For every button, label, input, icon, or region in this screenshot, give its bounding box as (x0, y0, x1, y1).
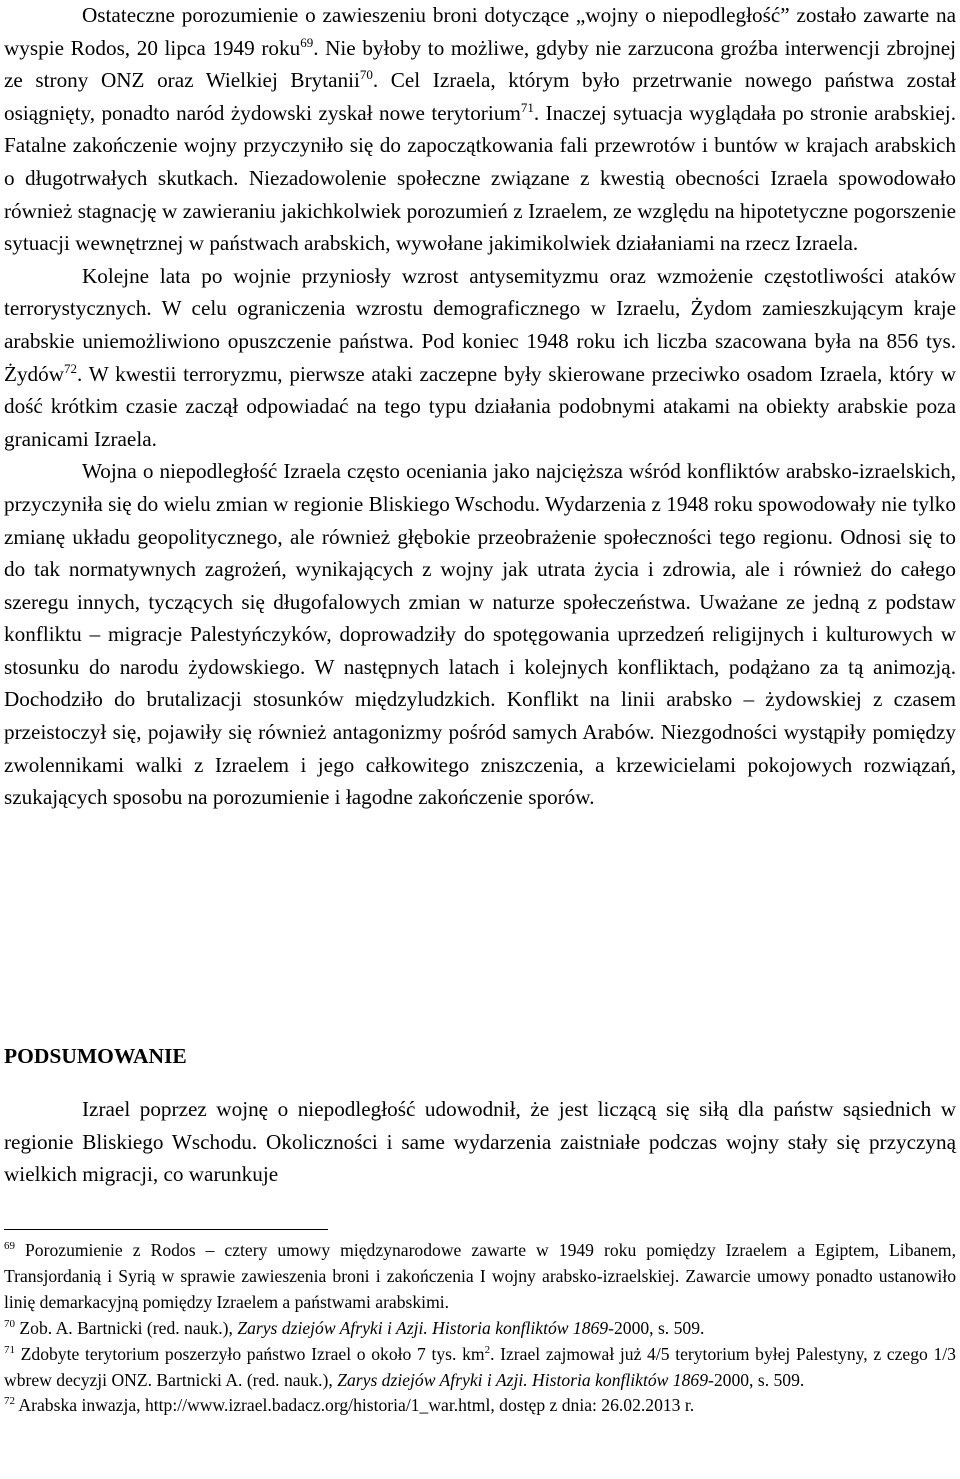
footnote-69 (4, 1238, 956, 1316)
section-heading-summary: PODSUMOWANIE (4, 1044, 187, 1068)
footnote-70 (4, 1316, 956, 1342)
footnote-ref-71[interactable]: 71 (520, 99, 534, 115)
footnote-book-title: Zarys dziejów Afryki i Azji. Historia konfliktów 1869- (237, 1317, 614, 1338)
footnote-72 (4, 1393, 956, 1419)
paragraph-text: . Inaczej sytuacja wyglądała po stronie arabskiej. Fatalne zakończenie wojny przyczyniło się do zapoczątkowania fali przewrotów i buntów w krajach arabskich o długotrwałych skutkach. Niezadowolenie społeczne związane z kwestią obecności Izraela spowodowało również stagnację w zawieraniu jakichkolwiek porozumień z Izraelem, ze względu na hipotetyczne pogorszenie sytuacji wewnętrznej w państwach arabskich, wywołane jakimikolwiek działaniami na rzecz Izraela. (4, 100, 956, 256)
footnote-number: 71 (4, 1343, 15, 1356)
paragraph-summary: Izrael poprzez wojnę o niepodległość udowodnił, że jest liczącą się siłą dla państw sąsiednich w regionie Bliskiego Wschodu. Okoliczności i same wydarzenia zaistniałe podczas wojny stały się przyczyną wielkich migracji, co warunkuje (4, 1097, 956, 1187)
footnotes (4, 1238, 956, 1419)
footnote-separator (4, 1229, 328, 1230)
footnote-ref-72[interactable]: 72 (64, 360, 78, 376)
paragraph-text: Kolejne lata po wojnie przyniosły wzrost antysemityzmu oraz wzmożenie częstotliwości ataków terrorystycznych. W celu ograniczenia wzrostu demograficznego w Izraelu, Żydom zamieszkującym kraje arabskie uniemożliwiono opuszczenie państwa. Pod koniec 1948 roku ich liczba szacowana była na 856 tys. Żydów (4, 263, 956, 386)
footnote-ref-69[interactable]: 69 (300, 34, 314, 50)
paragraph-text: . Nie byłoby to możliwe, gdyby nie zarzucona groźba interwencji zbrojnej ze strony ONZ oraz Wielkiej Brytanii (4, 35, 956, 93)
footnote-text: Zob. A. Bartnicki (red. nauk.), (15, 1317, 238, 1338)
footnote-number: 72 (4, 1395, 15, 1408)
footnote-text: Zdobyte terytorium poszerzyło państwo Izrael o około 7 tys. km (15, 1343, 485, 1364)
footnote-text: 2000, s. 509. (713, 1369, 805, 1390)
footnote-text: . Izrael zajmował już 4/5 terytorium byłej Palestyny, z czego 1/3 wbrew decyzji ONZ. Bartnicki A. (red. nauk.), (4, 1343, 956, 1390)
footnote-text: Porozumienie z Rodos – cztery umowy międzynarodowe zawarte w 1949 roku pomiędzy Izraelem a Egiptem, Libanem, Transjordanią i Syrią w sprawie zawieszenia broni i zakończenia I wojny arabsko-izraelskiej. Zawarcie umowy ponadto ustanowiło linię demarkacyjną pomiędzy Izraelem a państwami arabskimi. (4, 1240, 956, 1312)
footnote-number: 70 (4, 1317, 15, 1330)
footnote-book-title: Zarys dziejów Afryki i Azji. Historia konfliktów 1869- (337, 1369, 714, 1390)
footnote-ref-70[interactable]: 70 (359, 67, 373, 83)
footnote-text: 2000, s. 509. (613, 1317, 705, 1338)
paragraph-consequences: Wojna o niepodległość Izraela często oceniania jako najcięższa wśród konfliktów arabsko-izraelskich, przyczyniła się do wielu zmian w regionie Bliskiego Wschodu. Wydarzenia z 1948 roku spowodowały nie tylko zmianę układu geopolitycznego, ale również głębokie przeobrażenie społeczności tego regionu. Odnosi się to do tak normatywnych zagrożeń, wynikających z wojny jak utrata życia i zdrowia, ale i również do całego szeregu innych, tyczących się długofalowych zmian w naturze społeczeństwa. Uważane ze jedną z podstaw konfliktu – migracje Palestyńczyków, doprowadziły do spotęgowania uprzedzeń religijnych i kulturowych w stosunku do narodu żydowskiego. W następnych latach i kolejnych konfliktach, podążano za tą animozją. Dochodziło do brutalizacji stosunków międzyludzkich. Konflikt na linii arabsko – żydowskiej z czasem przeistoczył się, pojawiły się również antagonizmy pośród samych Arabów. Niezgodności wystąpiły pomiędzy zwolennikami walki z Izraelem i jego całkowitego zniszczenia, a krzewicielami pokojowych rozwiązań, szukających sposobu na porozumienie i łagodne zakończenie sporów. (4, 459, 956, 810)
footnote-71 (4, 1342, 956, 1394)
paragraph-text: Ostateczne porozumienie o zawieszeniu broni dotyczące „wojny o niepodległość” zostało zawarte na wyspie Rodos, 20 lipca 1949 roku (4, 3, 956, 60)
paragraph-text: . W kwestii terroryzmu, pierwsze ataki zaczepne były skierowane przeciwko osadom Izraela, który w dość krótkim czasie zaczął odpowiadać na tego typu działania podobnymi atakami na obiekty arabskie poza granicami Izraela. (4, 361, 956, 451)
footnote-number: 69 (4, 1240, 15, 1253)
paragraph-rodos-agreement (4, 0, 956, 814)
footnote-text: Arabska inwazja, http://www.izrael.badacz.org/historia/1_war.html, dostęp z dnia: 26.02.2013 r. (15, 1395, 695, 1416)
footnote-superscript: 2 (484, 1343, 491, 1356)
paragraph-text: . Cel Izraela, którym było przetrwanie nowego państwa został osiągnięty, ponadto naród żydowski zyskał nowe terytorium (4, 68, 956, 125)
